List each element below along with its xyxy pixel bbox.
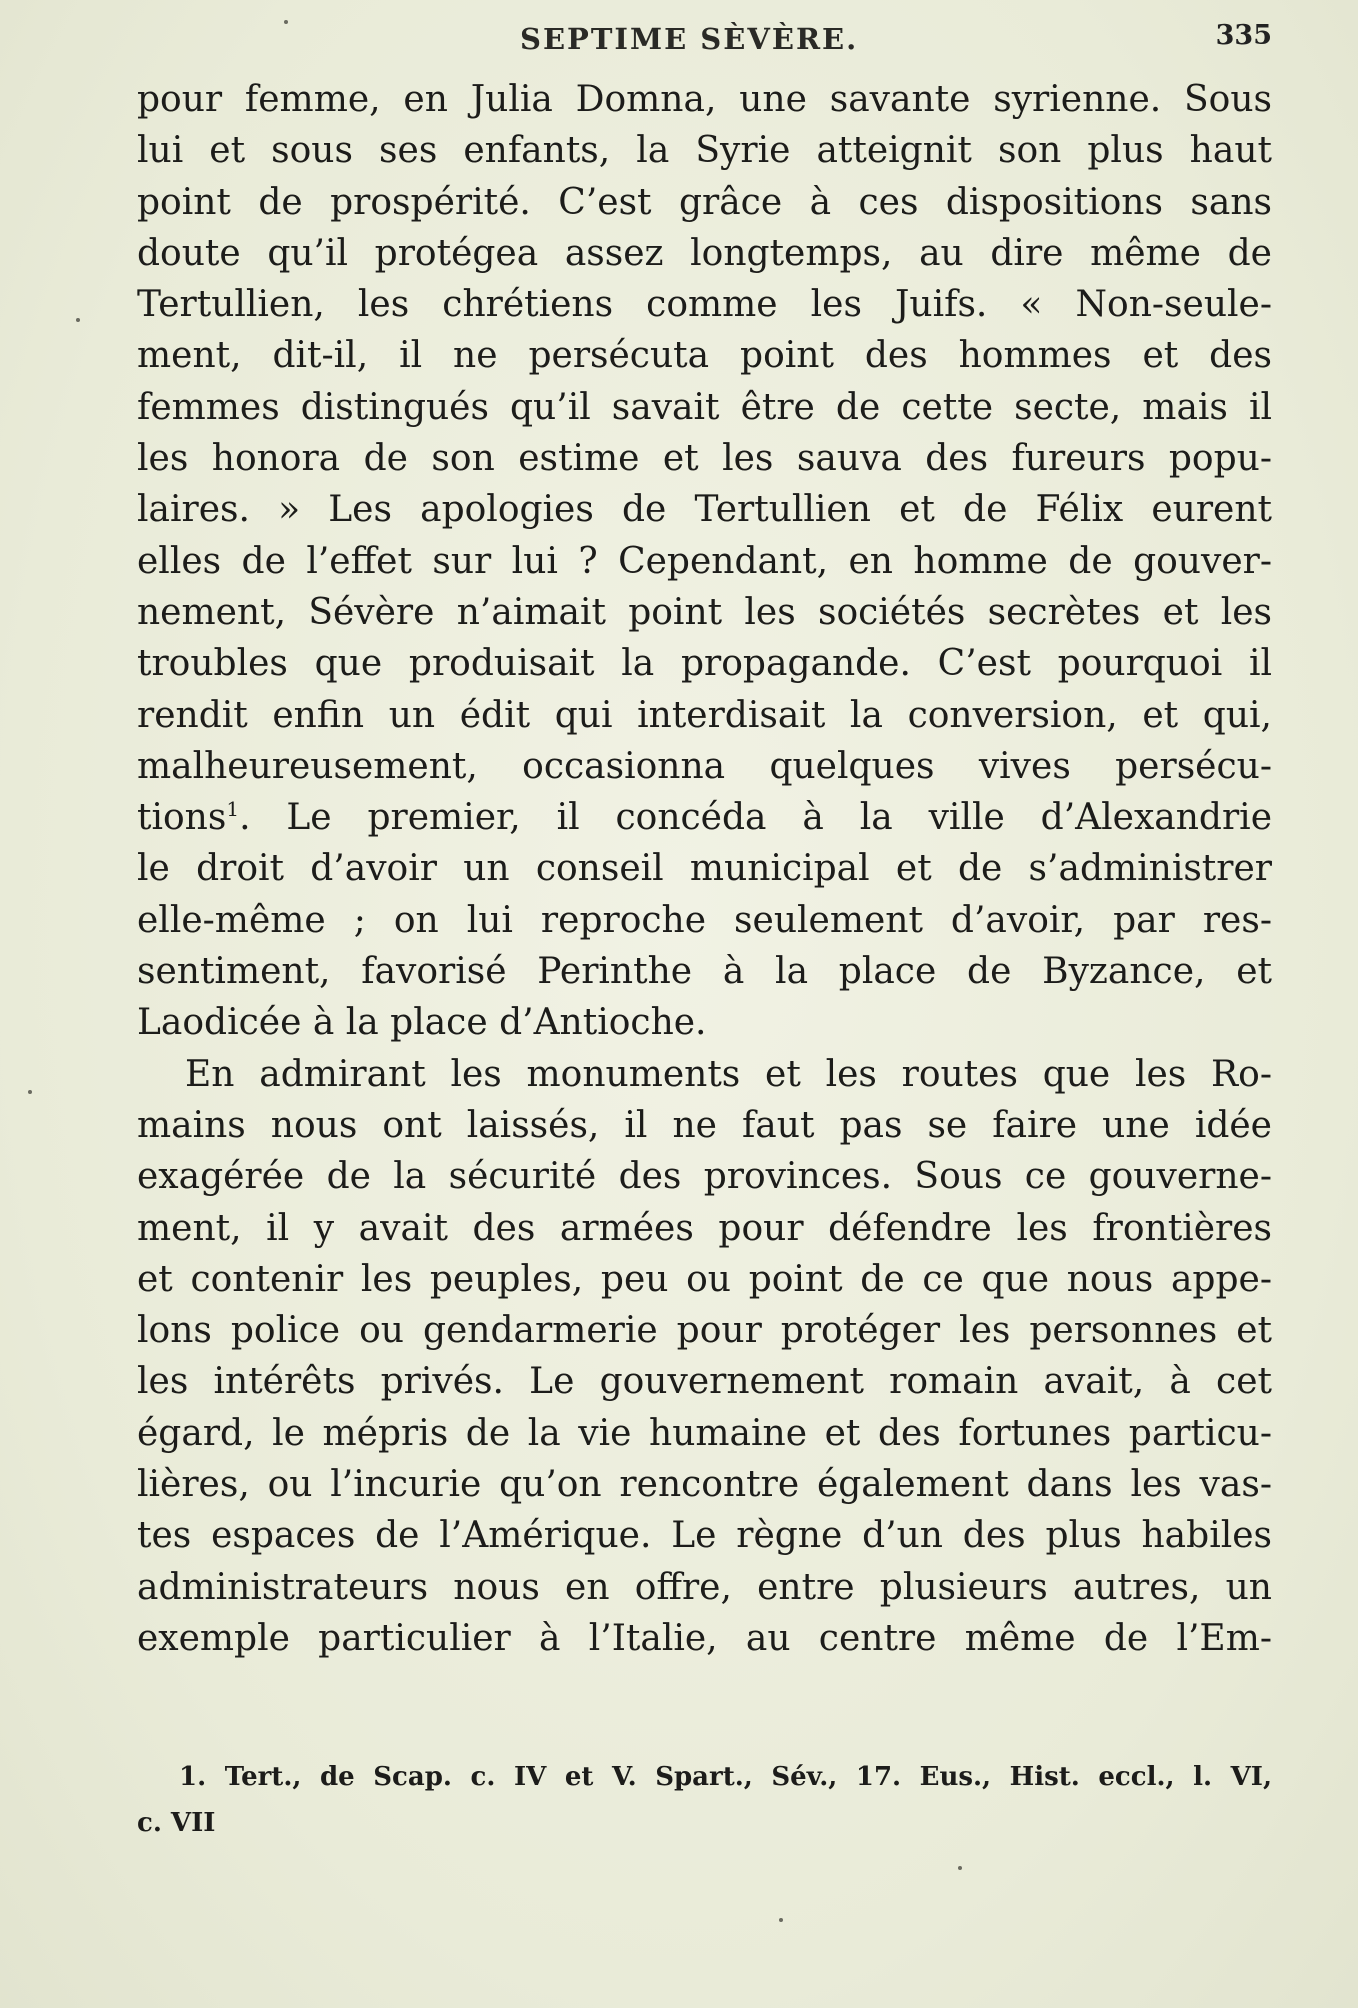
page-title: SEPTIME SÈVÈRE.	[520, 22, 859, 56]
text-line: exemple particulier à l’Italie, au centre même de l’Em-	[137, 1617, 1272, 1659]
print-speck	[284, 20, 288, 24]
text-line: troubles que produisait la propagande. C’est pourquoi il	[137, 643, 1272, 685]
body-text	[137, 74, 1272, 1664]
footnote	[137, 1754, 1272, 1846]
text-line: nement, Sévère n’aimait point les sociétés secrètes et les	[137, 591, 1272, 633]
running-head	[0, 18, 1358, 58]
text-line: elles de l’effet sur lui ? Cependant, en homme de gouver-	[137, 540, 1272, 582]
text-line: lui et sous ses enfants, la Syrie atteignit son plus haut	[137, 130, 1272, 172]
text-line: le droit d’avoir un conseil municipal et de s’administrer	[137, 848, 1272, 890]
footnote-marker[interactable]: 1	[226, 797, 240, 822]
text-line: laires. » Les apologies de Tertullien et de Félix eurent	[137, 489, 1272, 531]
text-line: sentiment, favorisé Perinthe à la place de Byzance, et	[137, 951, 1272, 993]
text-fragment: . Le premier, il concéda à la ville d’Alexandrie	[239, 797, 1272, 839]
text-line: lons police ou gendarmerie pour protéger les personnes et	[137, 1310, 1272, 1352]
text-line: malheureusement, occasionna quelques vives persécu-	[137, 745, 1272, 787]
text-line: rendit enfin un édit qui interdisait la conversion, et qui,	[137, 694, 1272, 736]
text-line: pour femme, en Julia Domna, une savante syrienne. Sous	[137, 79, 1272, 120]
text-line: et contenir les peuples, peu ou point de ce que nous appe-	[137, 1258, 1272, 1300]
text-fragment: tions	[137, 797, 227, 839]
print-speck	[958, 1866, 962, 1870]
text-line: femmes distingués qu’il savait être de cette secte, mais il	[137, 386, 1272, 428]
text-line: les intérêts privés. Le gouvernement romain avait, à cet	[137, 1361, 1272, 1403]
text-line: les honora de son estime et les sauva des fureurs popu-	[137, 438, 1272, 480]
text-line: mains nous ont laissés, il ne faut pas se faire une idée	[137, 1104, 1272, 1146]
text-line-with-footnote	[137, 792, 1272, 843]
text-line: égard, le mépris de la vie humaine et des fortunes particu-	[137, 1412, 1272, 1454]
text-line: administrateurs nous en offre, entre plusieurs autres, un	[137, 1566, 1272, 1608]
print-speck	[779, 1918, 783, 1922]
paragraph-end-line: Laodicée à la place d’Antioche.	[137, 1002, 707, 1044]
footnote-line: c. VII	[137, 1808, 216, 1838]
print-speck	[76, 318, 80, 322]
text-line: elle-même ; on lui reproche seulement d’avoir, par res-	[137, 899, 1272, 941]
print-speck	[28, 1090, 32, 1094]
footnote-line: 1. Tert., de Scap. c. IV et V. Spart., Sév., 17. Eus., Hist. eccl., l. VI,	[179, 1762, 1272, 1792]
page-number: 335	[1215, 20, 1272, 51]
text-line: doute qu’il protégea assez longtemps, au dire même de	[137, 232, 1272, 274]
text-line: Tertullien, les chrétiens comme les Juifs. « Non-seule-	[137, 284, 1272, 326]
text-line: point de prospérité. C’est grâce à ces dispositions sans	[137, 181, 1272, 223]
text-line: ment, il y avait des armées pour défendre les frontières	[137, 1207, 1272, 1249]
paragraph-start-line: En admirant les monuments et les routes que les Ro-	[185, 1053, 1272, 1095]
text-line: tes espaces de l’Amérique. Le règne d’un des plus habiles	[137, 1515, 1272, 1557]
text-line: ment, dit-il, il ne persécuta point des hommes et des	[137, 335, 1272, 377]
text-line: exagérée de la sécurité des provinces. Sous ce gouverne-	[137, 1156, 1272, 1198]
text-line: lières, ou l’incurie qu’on rencontre également dans les vas-	[137, 1464, 1272, 1506]
